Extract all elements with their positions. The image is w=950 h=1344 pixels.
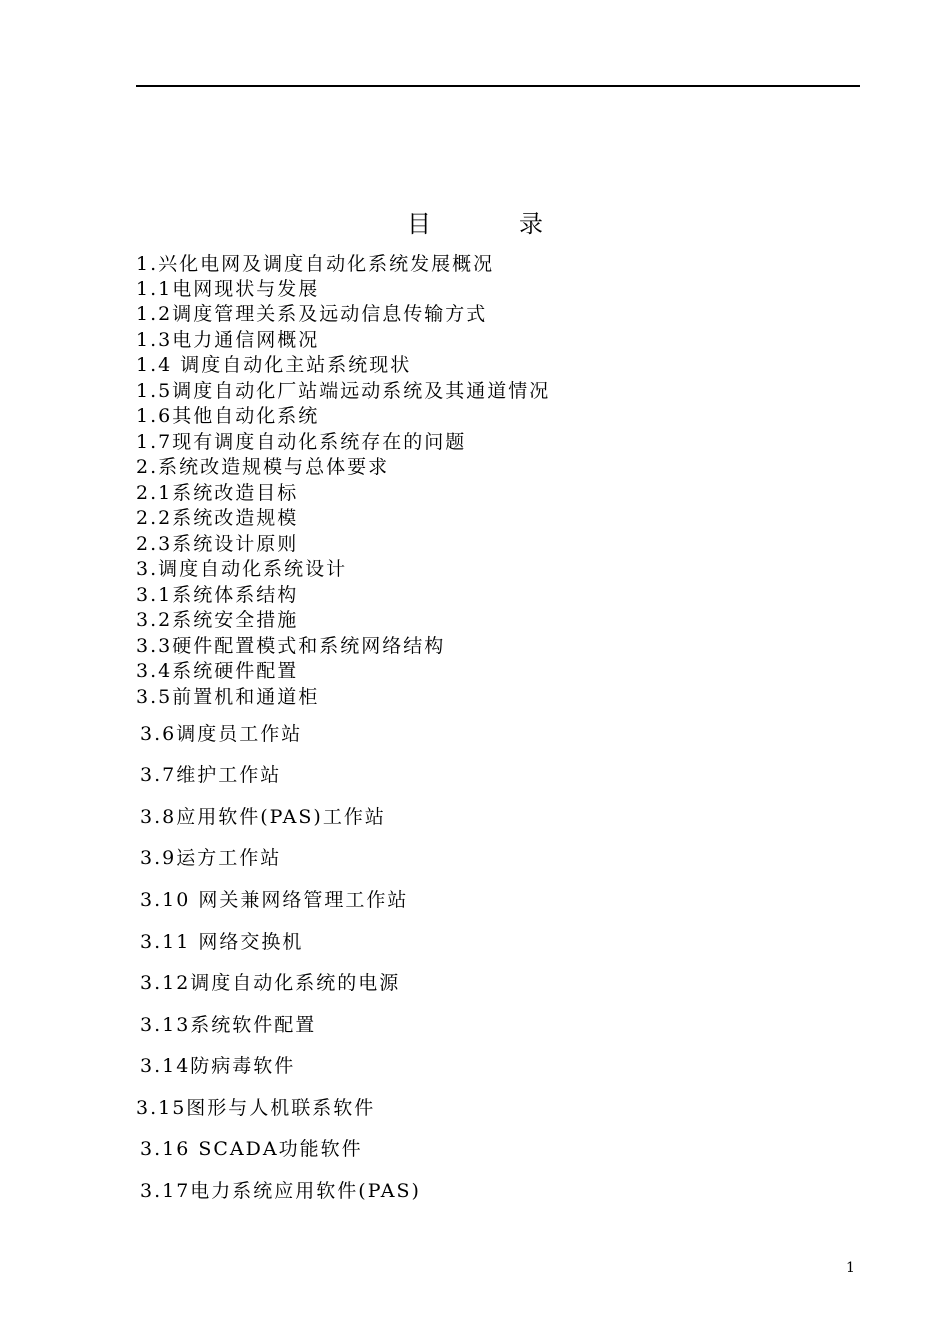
header-rule <box>136 85 860 87</box>
toc-entry[interactable]: 2.2系统改造规模 <box>136 507 299 529</box>
toc-entry[interactable]: 3.13系统软件配置 <box>140 1014 317 1036</box>
toc-entry[interactable]: 1.3电力通信网概况 <box>136 329 320 351</box>
toc-entry[interactable]: 3.5前置机和通道柜 <box>136 686 320 708</box>
toc-entry[interactable]: 1.1电网现状与发展 <box>136 278 320 300</box>
toc-entry[interactable]: 3.调度自动化系统设计 <box>136 558 348 580</box>
toc-entry[interactable]: 3.1系统体系结构 <box>136 584 299 606</box>
toc-entry[interactable]: 3.8应用软件(PAS)工作站 <box>140 806 386 828</box>
toc-entry[interactable]: 3.16 SCADA功能软件 <box>140 1138 363 1160</box>
toc-entry[interactable]: 3.10 网关兼网络管理工作站 <box>140 889 409 911</box>
toc-entry[interactable]: 3.11 网络交换机 <box>140 931 304 953</box>
toc-entry[interactable]: 3.17电力系统应用软件(PAS) <box>140 1180 421 1202</box>
toc-title-right: 录 <box>519 210 543 238</box>
toc-entry[interactable]: 1.5调度自动化厂站端远动系统及其通道情况 <box>136 380 551 402</box>
toc-entry[interactable]: 3.9运方工作站 <box>140 847 282 869</box>
toc-entry[interactable]: 2.1系统改造目标 <box>136 482 299 504</box>
toc-entry[interactable]: 3.6调度员工作站 <box>140 723 303 745</box>
toc-entry[interactable]: 3.4系统硬件配置 <box>136 660 299 682</box>
toc-title-left: 目 <box>407 210 431 238</box>
toc-entry[interactable]: 3.7维护工作站 <box>140 764 282 786</box>
toc-entry[interactable]: 3.2系统安全措施 <box>136 609 299 631</box>
toc-entry[interactable]: 3.14防病毒软件 <box>140 1055 296 1077</box>
toc-entry[interactable]: 1.6其他自动化系统 <box>136 405 320 427</box>
toc-entry[interactable]: 2.3系统设计原则 <box>136 533 299 555</box>
toc-entry[interactable]: 3.12调度自动化系统的电源 <box>140 972 401 994</box>
toc-entry[interactable]: 1.2调度管理关系及远动信息传输方式 <box>136 303 488 325</box>
toc-entry[interactable]: 3.3硬件配置模式和系统网络结构 <box>136 635 446 657</box>
page-number: 1 <box>846 1260 855 1276</box>
toc-entry[interactable]: 2.系统改造规模与总体要求 <box>136 456 390 478</box>
toc-entry[interactable]: 1.7现有调度自动化系统存在的问题 <box>136 431 467 453</box>
toc-entry[interactable]: 1.兴化电网及调度自动化系统发展概况 <box>136 253 495 275</box>
toc-entry[interactable]: 3.15图形与人机联系软件 <box>136 1097 376 1119</box>
toc-entry[interactable]: 1.4 调度自动化主站系统现状 <box>136 354 412 376</box>
toc-title <box>0 208 950 240</box>
